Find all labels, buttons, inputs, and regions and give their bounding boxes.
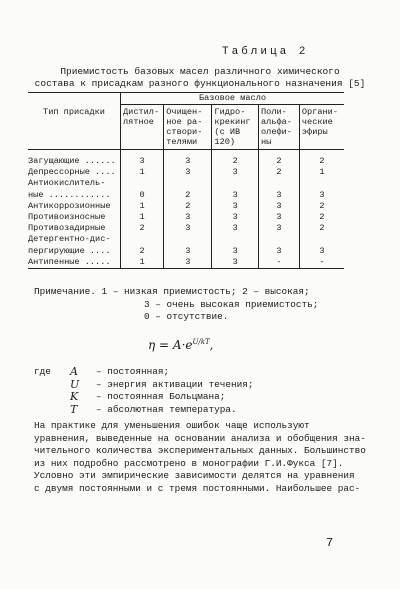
paragraph-line: Условно эти эмпирические зависимости делятся на уравнения xyxy=(34,470,355,481)
legend-symbol: T xyxy=(70,402,78,416)
rating-cell: 3 xyxy=(259,201,300,212)
table-body xyxy=(28,150,344,269)
rating-cell xyxy=(164,234,212,245)
legend-symbol: U xyxy=(70,377,80,391)
rating-cell: 2 xyxy=(259,167,300,178)
rating-cell: 3 xyxy=(164,150,212,168)
table-row xyxy=(28,150,344,168)
table-note xyxy=(34,286,318,324)
rating-cell: 1 xyxy=(121,201,164,212)
rating-cell: 3 xyxy=(212,201,259,212)
rating-cell: 3 xyxy=(164,257,212,269)
rating-cell: 3 xyxy=(299,190,344,201)
table-label: Таблица 2 xyxy=(222,46,309,58)
additive-table xyxy=(28,92,344,269)
table-row xyxy=(28,167,344,178)
rating-cell xyxy=(121,234,164,245)
paragraph-line: уравнения, выведенные на основании анализа и обобщения зна- xyxy=(34,432,366,444)
rating-cell: 2 xyxy=(299,223,344,234)
legend-text: – постоянная Больцмана; xyxy=(96,391,226,402)
note-line-1: Примечание. 1 – низкая приемистость; 2 – высокая; xyxy=(34,286,310,297)
rating-cell: 2 xyxy=(121,246,164,257)
rating-cell: 3 xyxy=(212,190,259,201)
formula-rhs: = A·e xyxy=(159,338,193,352)
additive-name: Загущающие ...... xyxy=(28,156,116,166)
legend-symbol: K xyxy=(70,390,79,403)
table-caption xyxy=(30,66,370,90)
column-header: Поли- альфа- олефи- ны xyxy=(259,105,300,150)
rating-cell: 3 xyxy=(299,246,344,257)
rating-cell xyxy=(299,178,344,189)
column-header: Органи- ческие эфиры xyxy=(299,105,344,150)
legend-text: – абсолютная температура. xyxy=(96,403,237,415)
table-row xyxy=(28,223,344,234)
column-header: Очищен- ное ра- створи- телями xyxy=(164,105,212,150)
rating-cell xyxy=(121,178,164,189)
column-header: Дистил- лятное xyxy=(121,105,164,150)
page-number: 7 xyxy=(326,536,334,550)
rating-cell: 2 xyxy=(299,212,344,223)
caption-line-2: состава к присадкам разного функционального назначения [5] xyxy=(34,78,366,89)
rating-cell: 3 xyxy=(212,257,259,269)
additive-name: пергирующие .... xyxy=(28,245,111,256)
rating-cell: 2 xyxy=(299,150,344,168)
base-oil-header: Базовое масло xyxy=(121,93,345,105)
rating-cell: 3 xyxy=(164,246,212,257)
formula-exponent: U/kT xyxy=(192,338,210,346)
rating-cell: 2 xyxy=(299,201,344,212)
rating-cell: - xyxy=(259,257,300,269)
formula-tail: , xyxy=(209,338,214,352)
table-row xyxy=(28,190,344,201)
table-row xyxy=(28,178,344,189)
additive-name: Детергентно-дис- xyxy=(28,234,111,245)
legend-text: – постоянная; xyxy=(96,366,170,377)
rating-cell: 1 xyxy=(299,167,344,178)
additive-type-header: Тип присадки xyxy=(28,93,121,150)
rating-cell: 3 xyxy=(164,167,212,178)
rating-cell: 1 xyxy=(121,257,164,269)
paragraph-line: На практике для уменьшения ошибок чаще используют xyxy=(34,420,310,431)
rating-cell: 3 xyxy=(164,223,212,234)
table-row xyxy=(28,234,344,245)
table-row xyxy=(28,212,344,223)
paragraph-line: из них подробно рассмотрено в монографии Г.И.Фукса [7]. xyxy=(34,457,344,469)
rating-cell: 3 xyxy=(212,167,259,178)
rating-cell: 3 xyxy=(164,212,212,223)
rating-cell: 0 xyxy=(121,190,164,201)
rating-cell: - xyxy=(299,257,344,269)
column-header: Гидро- крекинг (с ИВ 120) xyxy=(212,105,259,150)
rating-cell: 3 xyxy=(212,212,259,223)
table-row xyxy=(28,201,344,212)
rating-cell: 3 xyxy=(212,223,259,234)
formula-lhs: η xyxy=(148,338,156,352)
caption-line-1: Приемистость базовых масел различного химического xyxy=(60,66,340,77)
rating-cell: 3 xyxy=(259,246,300,257)
rating-cell: 1 xyxy=(121,167,164,178)
rating-cell: 3 xyxy=(121,150,164,168)
additive-name: Антиокислитель- xyxy=(28,178,106,189)
additive-name: Депрессорные .... xyxy=(28,167,116,178)
legend-symbol: A xyxy=(70,365,78,378)
rating-cell: 2 xyxy=(164,201,212,212)
where-label: где xyxy=(34,366,51,377)
additive-name: Противозадирные xyxy=(28,223,106,234)
rating-cell: 3 xyxy=(212,246,259,257)
formula-legend xyxy=(34,366,254,416)
rating-cell xyxy=(259,178,300,189)
table-row xyxy=(28,257,344,269)
additive-name: Антипенные ..... xyxy=(28,257,121,269)
rating-cell: 2 xyxy=(121,223,164,234)
rating-cell: 2 xyxy=(212,150,259,168)
rating-cell: 2 xyxy=(164,190,212,201)
rating-cell xyxy=(259,234,300,245)
note-line-2: 3 – очень высокая приемистость; xyxy=(144,298,319,310)
rating-cell: 3 xyxy=(259,190,300,201)
rating-cell xyxy=(164,178,212,189)
legend-text: – энергия активации течения; xyxy=(96,378,254,390)
rating-cell xyxy=(212,178,259,189)
viscosity-formula xyxy=(148,338,213,352)
paragraph-line: с двумя постоянными и с тремя постоянными. Наибольшее рас- xyxy=(34,482,361,494)
rating-cell: 3 xyxy=(259,212,300,223)
paragraph-line: чительного количества экспериментальных данных. Большинство xyxy=(34,445,366,456)
additive-name: Антикоррозионные xyxy=(28,200,111,211)
additive-name: Противоизносные xyxy=(28,212,106,223)
table-row xyxy=(28,246,344,257)
body-paragraph xyxy=(34,420,366,495)
rating-cell: 2 xyxy=(259,150,300,168)
note-line-3: 0 – отсутствие. xyxy=(144,311,229,322)
rating-cell: 3 xyxy=(259,223,300,234)
rating-cell: 1 xyxy=(121,212,164,223)
rating-cell xyxy=(212,234,259,245)
rating-cell xyxy=(299,234,344,245)
additive-name: ные ............ xyxy=(28,189,111,200)
